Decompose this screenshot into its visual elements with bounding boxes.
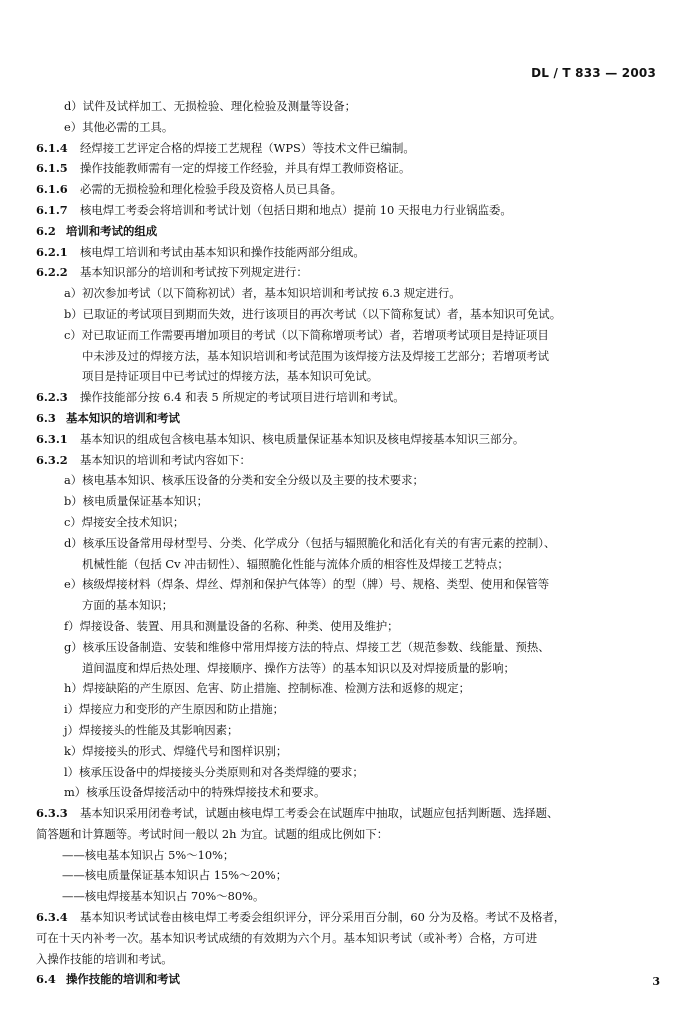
clause-number: 6.1.4 (36, 140, 68, 155)
clause-text: 必需的无损检验和理化检验手段及资格人员已具备。 (80, 182, 342, 197)
line-text: f）焊接设备、装置、用具和测量设备的名称、种类、使用及维护； (64, 618, 399, 633)
clause-text: 基本知识考试试卷由核电焊工考委会组织评分，评分采用百分制，60 分为及格。考试不及格者， (80, 910, 566, 925)
clause-6-3-3 (36, 803, 656, 824)
clause-text: 基本知识的组成包含核电基本知识、核电质量保证基本知识及核电焊接基本知识三部分。 (80, 431, 525, 446)
clause-number: 6.2.1 (36, 244, 68, 259)
clause-continuation (36, 824, 656, 845)
clause-number: 6.1.5 (36, 161, 68, 176)
clause-number: 6.2.2 (36, 265, 68, 280)
clause-6-2-2 (36, 262, 656, 283)
clause-6-3-4 (36, 907, 656, 928)
line-text: ——核电焊接基本知识占 70%～80%。 (62, 889, 265, 904)
list-item-m (36, 782, 656, 803)
list-item-j (36, 720, 656, 741)
clause-continuation (36, 949, 656, 970)
clause-number: 6.3.2 (36, 452, 68, 467)
line-text: e）其他必需的工具。 (64, 119, 174, 134)
list-item-d (36, 96, 656, 117)
line-text: e）核级焊接材料（焊条、焊丝、焊剂和保护气体等）的型（牌）号、规格、类型、使用和保管等 (64, 577, 550, 592)
line-text: ——核电基本知识占 5%～10%； (62, 847, 235, 862)
line-text: 中未涉及过的焊接方法，基本知识培训和考试范围为该焊接方法及焊接工艺部分；若增项考试 (82, 348, 550, 363)
line-text: i）焊接应力和变形的产生原因和防止措施； (64, 702, 285, 717)
list-item-c (36, 512, 656, 533)
line-text: k）焊接接头的形式、焊缝代号和图样识别； (64, 743, 288, 758)
clause-number: 6.1.6 (36, 182, 68, 197)
list-item-b (36, 304, 656, 325)
line-text: l）核承压设备中的焊接接头分类原则和对各类焊缝的要求； (64, 764, 364, 779)
line-text: d）核承压设备常用母材型号、分类、化学成分（包括与辐照脆化和活化有关的有害元素的控制）、 (64, 535, 556, 550)
clause-continuation (36, 928, 656, 949)
line-text: d）试件及试样加工、无损检验、理化检验及测量等设备； (64, 99, 357, 113)
section-number: 6.4 (36, 972, 56, 987)
line-text: c）焊接安全技术知识； (64, 514, 185, 529)
list-item-g (36, 637, 656, 658)
section-heading-6-3 (36, 408, 656, 429)
list-item-continuation (36, 554, 656, 575)
document-body (36, 96, 656, 990)
list-item-k (36, 741, 656, 762)
line-text: m）核承压设备焊接活动中的特殊焊接技术和要求。 (64, 785, 326, 800)
line-text: j）焊接接头的性能及其影响因素； (64, 722, 239, 737)
section-title: 基本知识的培训和考试 (66, 410, 180, 425)
clause-text: 核电焊工考委会将培训和考试计划（包括日期和地点）提前 10 天报电力行业锅监委。 (80, 202, 512, 217)
line-text: g）核承压设备制造、安装和维修中常用焊接方法的特点、焊接工艺（规范参数、线能量、预热、 (64, 639, 550, 654)
list-item-i (36, 699, 656, 720)
line-text: 入操作技能的培训和考试。 (36, 951, 173, 966)
dash-list-item (36, 886, 656, 907)
clause-number: 6.3.4 (36, 910, 68, 925)
document-header-code: DL / T 833 — 2003 (531, 66, 656, 80)
section-title: 操作技能的培训和考试 (66, 972, 180, 987)
dash-list-item (36, 845, 656, 866)
line-text: 简答题和计算题等。考试时间一般以 2h 为宜。试题的组成比例如下： (36, 826, 389, 841)
list-item-l (36, 762, 656, 783)
line-text: 可在十天内补考一次。基本知识考试成绩的有效期为六个月。基本知识考试（或补考）合格，方可进 (36, 930, 538, 945)
list-item-e (36, 574, 656, 595)
line-text: 机械性能（包括 Cv 冲击韧性）、辐照脆化性能与流体介质的相容性及焊接工艺特点； (82, 556, 509, 571)
section-number: 6.3 (36, 410, 56, 425)
line-text: b）核电质量保证基本知识； (64, 494, 208, 509)
line-text: h）焊接缺陷的产生原因、危害、防止措施、控制标准、检测方法和返修的规定； (64, 681, 471, 696)
line-text: a）初次参加考试（以下简称初试）者，基本知识培训和考试按 6.3 规定进行。 (64, 286, 461, 301)
section-number: 6.2 (36, 223, 56, 238)
clause-6-1-6 (36, 179, 656, 200)
section-heading-6-2 (36, 221, 656, 242)
clause-text: 核电焊工培训和考试由基本知识和操作技能两部分组成。 (80, 244, 365, 259)
line-text: a）核电基本知识、核承压设备的分类和安全分级以及主要的技术要求； (64, 473, 424, 488)
clause-text: 经焊接工艺评定合格的焊接工艺规程（WPS）等技术文件已编制。 (80, 140, 415, 155)
clause-text: 基本知识部分的培训和考试按下列规定进行： (80, 265, 308, 280)
line-text: b）已取证的考试项目到期而失效，进行该项目的再次考试（以下简称复试）者，基本知识可免试。 (64, 306, 562, 321)
section-heading-6-4 (36, 969, 656, 990)
clause-6-3-2 (36, 450, 656, 471)
clause-number: 6.1.7 (36, 202, 68, 217)
clause-6-2-3 (36, 387, 656, 408)
section-title: 培训和考试的组成 (66, 223, 158, 238)
clause-text: 操作技能教师需有一定的焊接工作经验，并具有焊工教师资格证。 (80, 161, 411, 176)
clause-6-2-1 (36, 242, 656, 263)
clause-6-1-5 (36, 158, 656, 179)
list-item-e (36, 117, 656, 138)
line-text: ——核电质量保证基本知识占 15%～20%； (62, 868, 288, 883)
list-item-a (36, 470, 656, 491)
clause-6-1-4 (36, 138, 656, 159)
list-item-a (36, 283, 656, 304)
list-item-continuation (36, 658, 656, 679)
clause-text: 操作技能部分按 6.4 和表 5 所规定的考试项目进行培训和考试。 (80, 390, 405, 405)
clause-6-3-1 (36, 429, 656, 450)
list-item-f (36, 616, 656, 637)
line-text: 方面的基本知识； (82, 598, 174, 613)
list-item-d (36, 533, 656, 554)
list-item-h (36, 678, 656, 699)
list-item-continuation (36, 346, 656, 367)
dash-list-item (36, 865, 656, 886)
list-item-c (36, 325, 656, 346)
page-number: 3 (652, 975, 660, 988)
list-item-b (36, 491, 656, 512)
line-text: 项目是持证项目中已考试过的焊接方法，基本知识可免试。 (82, 369, 379, 384)
list-item-continuation (36, 595, 656, 616)
clause-6-1-7 (36, 200, 656, 221)
clause-number: 6.3.3 (36, 806, 68, 821)
clause-text: 基本知识采用闭卷考试，试题由核电焊工考委会在试题库中抽取，试题应包括判断题、选择题、 (80, 806, 559, 821)
clause-number: 6.2.3 (36, 390, 68, 405)
line-text: c）对已取证而工作需要再增加项目的考试（以下简称增项考试）者，若增项考试项目是持证项目 (64, 327, 549, 342)
clause-number: 6.3.1 (36, 431, 68, 446)
line-text: 道间温度和焊后热处理、焊接顺序、操作方法等）的基本知识以及对焊接质量的影响； (82, 660, 515, 675)
list-item-continuation (36, 366, 656, 387)
clause-text: 基本知识的培训和考试内容如下： (80, 452, 251, 467)
